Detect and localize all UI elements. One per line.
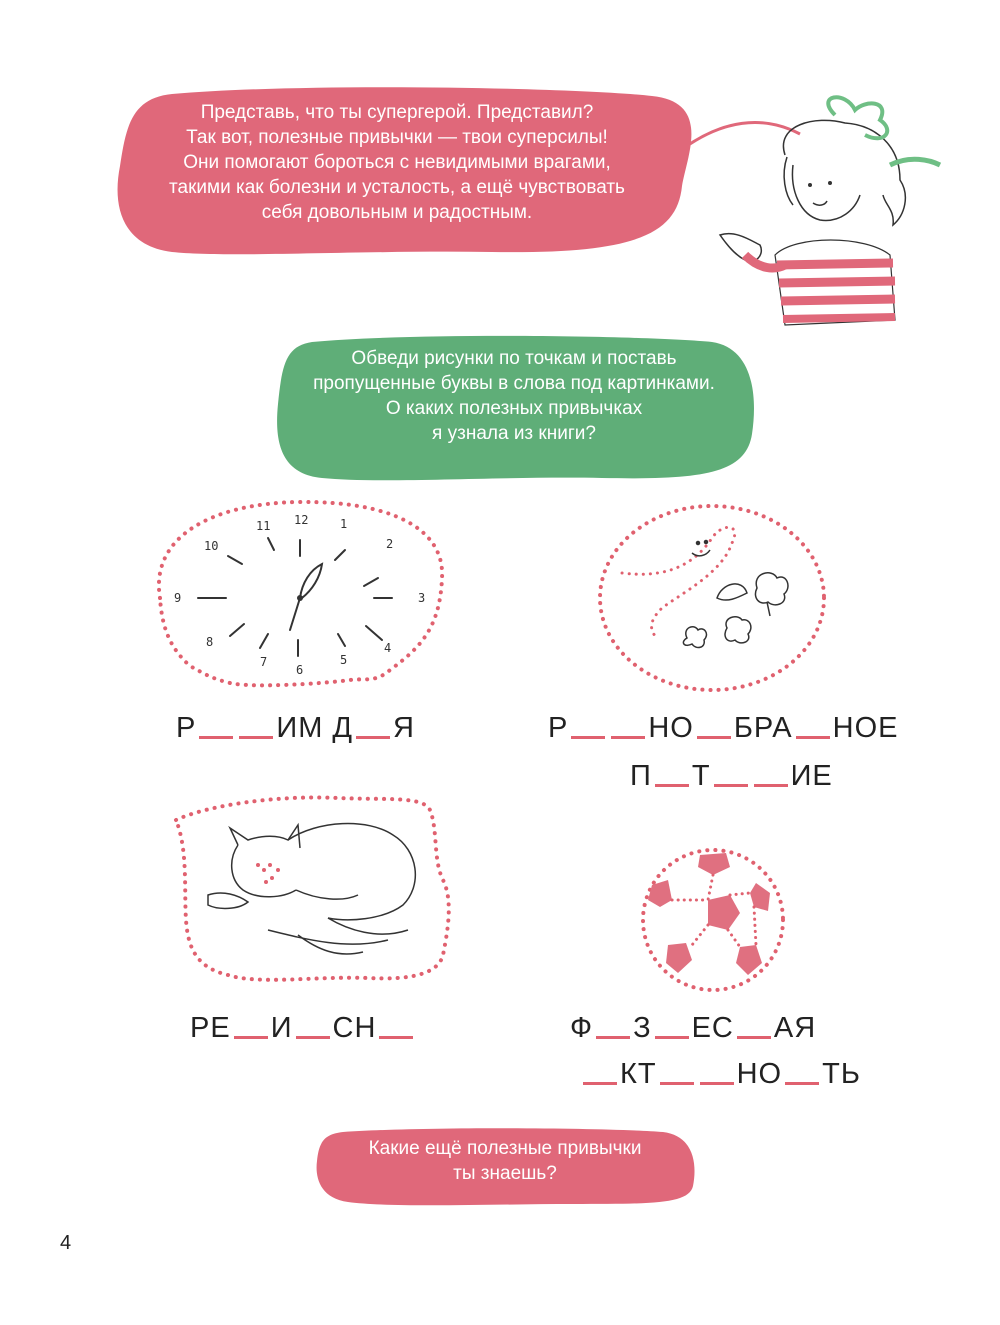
word-food-line-1: Р НО БРА НОЕ <box>548 712 899 744</box>
clock-number-2: 2 <box>386 537 394 551</box>
soccer-ball-dotted-picture[interactable] <box>638 845 788 995</box>
letter-blank[interactable] <box>655 784 689 787</box>
clock-number-5: 5 <box>340 653 348 667</box>
clock-number-9: 9 <box>174 591 182 605</box>
letter-blank[interactable] <box>199 736 233 739</box>
word-sleep-routine: РЕ И СН <box>190 1012 416 1045</box>
letter-blank[interactable] <box>596 1036 630 1039</box>
clock-number-12: 12 <box>294 513 309 527</box>
girl-illustration <box>715 95 945 335</box>
intro-line-3: Они помогают бороться с невидимыми врагами, <box>183 152 611 173</box>
letter-blank[interactable] <box>785 1082 819 1085</box>
letter-blank[interactable] <box>583 1082 617 1085</box>
word-sport-line-1: Ф З ЕС АЯ <box>570 1012 817 1044</box>
letter-blank[interactable] <box>239 736 273 739</box>
letter-blank[interactable] <box>697 736 731 739</box>
intro-line-2: Так вот, полезные привычки — твои суперсилы! <box>186 127 608 148</box>
letter-blank[interactable] <box>700 1082 734 1085</box>
letter-blank[interactable] <box>796 736 830 739</box>
clock-number-11: 11 <box>256 519 271 533</box>
letter-blank[interactable] <box>296 1036 330 1039</box>
question-line-2: ты знаешь? <box>453 1163 557 1184</box>
letter-blank[interactable] <box>737 1036 771 1039</box>
letter-blank[interactable] <box>611 736 645 739</box>
word-sport-line-2: КТ НО ТЬ <box>580 1058 861 1091</box>
letter-blank[interactable] <box>234 1036 268 1039</box>
task-line-4: я узнала из книги? <box>432 423 596 444</box>
question-speech-bubble <box>313 1126 697 1206</box>
clock-number-10: 10 <box>204 539 219 553</box>
intro-line-4: такими как болезни и усталость, а ещё чувствовать <box>169 177 625 198</box>
intro-speech-bubble <box>112 86 682 254</box>
task-line-1: Обведи рисунки по точкам и поставь <box>351 348 677 369</box>
task-speech-bubble <box>272 334 756 482</box>
clock-number-7: 7 <box>260 655 268 669</box>
clock-number-6: 6 <box>296 663 304 677</box>
letter-blank[interactable] <box>754 784 788 787</box>
healthy-food-dotted-picture[interactable] <box>592 498 832 698</box>
letter-blank[interactable] <box>660 1082 694 1085</box>
clock-dotted-picture[interactable] <box>150 498 450 698</box>
letter-blank[interactable] <box>655 1036 689 1039</box>
clock-number-8: 8 <box>206 635 214 649</box>
task-line-3: О каких полезных привычках <box>385 398 643 419</box>
clock-number-4: 4 <box>384 641 392 655</box>
intro-line-5: себя довольным и радостным. <box>261 202 533 223</box>
letter-blank[interactable] <box>379 1036 413 1039</box>
sleeping-cat-dotted-picture[interactable] <box>168 790 458 990</box>
clock-number-3: 3 <box>418 591 426 605</box>
intro-line-1: Представь, что ты супергерой. Представил? <box>200 102 594 123</box>
letter-blank[interactable] <box>571 736 605 739</box>
question-line-1: Какие ещё полезные привычки <box>368 1138 642 1159</box>
clock-number-1: 1 <box>340 517 348 531</box>
page-number: 4 <box>60 1232 72 1254</box>
word-food-line-2: П Т ИЕ <box>630 760 833 792</box>
letter-blank[interactable] <box>714 784 748 787</box>
letter-blank[interactable] <box>356 736 390 739</box>
word-clock-routine: Р ИМ Д Я <box>176 712 415 744</box>
task-line-2: пропущенные буквы в слова под картинками. <box>313 373 715 394</box>
